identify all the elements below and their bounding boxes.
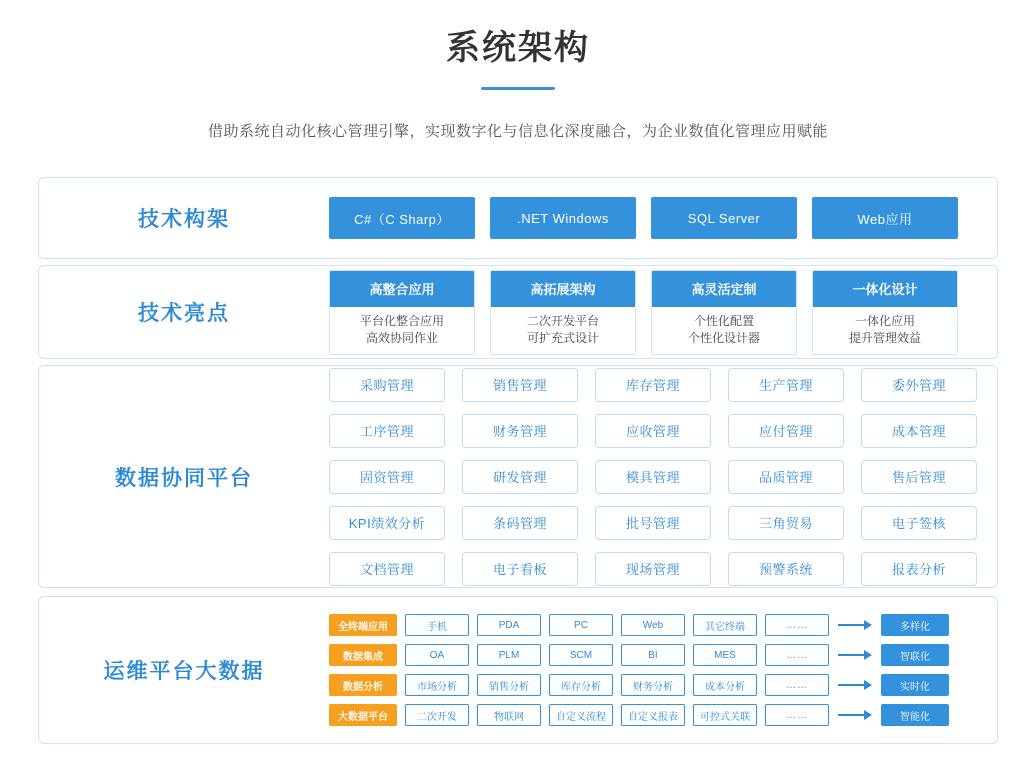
- module-chip[interactable]: 应付管理: [728, 414, 844, 448]
- ops-cell[interactable]: 其它终端: [693, 614, 757, 636]
- ops-cell[interactable]: 市场分析: [405, 674, 469, 696]
- module-chip[interactable]: 库存管理: [595, 368, 711, 402]
- highlight-card-line: 二次开发平台: [526, 313, 599, 328]
- ops-cell[interactable]: PLM: [477, 644, 541, 666]
- section-tech-framework: [38, 177, 998, 259]
- highlight-card[interactable]: [329, 270, 475, 355]
- ops-row: [329, 614, 973, 636]
- ops-row-lead[interactable]: 数据分析: [329, 674, 397, 696]
- title-underline: [481, 87, 555, 90]
- section-tech-highlights-body: [329, 270, 997, 355]
- ops-cell-ellipsis: ……: [765, 644, 829, 666]
- tech-chip[interactable]: Web应用: [812, 197, 958, 239]
- highlight-card-title: 高拓展架构: [491, 271, 635, 307]
- ops-cell[interactable]: 物联网: [477, 704, 541, 726]
- ops-cell[interactable]: OA: [405, 644, 469, 666]
- module-chip[interactable]: 工序管理: [329, 414, 445, 448]
- module-chip[interactable]: 电子签核: [861, 506, 977, 540]
- ops-row-output[interactable]: 智能化: [881, 704, 949, 726]
- module-chip[interactable]: 三角贸易: [728, 506, 844, 540]
- module-chip[interactable]: 销售管理: [462, 368, 578, 402]
- module-chip[interactable]: 成本管理: [861, 414, 977, 448]
- highlight-card-line: 个性化设计器: [687, 330, 760, 345]
- page-title: 系统架构: [446, 29, 590, 67]
- module-chip[interactable]: 报表分析: [861, 552, 977, 586]
- ops-row-output[interactable]: 多样化: [881, 614, 949, 636]
- highlight-card-line: 可扩充式设计: [526, 330, 599, 345]
- section-tech-framework-body: [329, 197, 997, 239]
- module-chip[interactable]: 采购管理: [329, 368, 445, 402]
- module-chip[interactable]: 品质管理: [728, 460, 844, 494]
- ops-cell[interactable]: PC: [549, 614, 613, 636]
- module-chip[interactable]: 文档管理: [329, 552, 445, 586]
- ops-cell[interactable]: 自定义流程: [549, 704, 613, 726]
- section-tech-framework-label: 技术构架: [138, 208, 230, 231]
- module-chip[interactable]: 模具管理: [595, 460, 711, 494]
- module-chip[interactable]: 预警系统: [728, 552, 844, 586]
- ops-cell-ellipsis: ……: [765, 614, 829, 636]
- ops-cell[interactable]: 自定义报表: [621, 704, 685, 726]
- module-chip[interactable]: 条码管理: [462, 506, 578, 540]
- arrow-right-icon: [837, 619, 873, 631]
- section-data-platform-label: 数据协同平台: [115, 466, 253, 490]
- ops-cell[interactable]: 二次开发: [405, 704, 469, 726]
- highlight-card[interactable]: [490, 270, 636, 355]
- highlight-card-line: 平台化整合应用: [359, 313, 444, 328]
- module-chip[interactable]: 现场管理: [595, 552, 711, 586]
- module-chip[interactable]: 生产管理: [728, 368, 844, 402]
- ops-cell[interactable]: 销售分析: [477, 674, 541, 696]
- highlight-card-line: 高效协同作业: [365, 330, 438, 345]
- module-chip[interactable]: 财务管理: [462, 414, 578, 448]
- section-ops-bigdata-label: 运维平台大数据: [103, 660, 265, 683]
- module-chip[interactable]: 应收管理: [595, 414, 711, 448]
- ops-row-output[interactable]: 实时化: [881, 674, 949, 696]
- ops-row-lead[interactable]: 全终端应用: [329, 614, 397, 636]
- ops-cell[interactable]: SCM: [549, 644, 613, 666]
- highlight-card[interactable]: [812, 270, 958, 355]
- highlight-card-line: 一体化应用: [854, 313, 915, 328]
- module-chip[interactable]: 研发管理: [462, 460, 578, 494]
- ops-cell[interactable]: 手机: [405, 614, 469, 636]
- highlight-card-title: 高整合应用: [330, 271, 474, 307]
- highlight-card-title: 高灵活定制: [652, 271, 796, 307]
- section-data-platform-body: [329, 354, 1001, 600]
- arrow-right-icon: [837, 709, 873, 721]
- ops-cell[interactable]: 可控式关联: [693, 704, 757, 726]
- ops-row: [329, 644, 973, 666]
- module-chip[interactable]: 批号管理: [595, 506, 711, 540]
- ops-cell[interactable]: BI: [621, 644, 685, 666]
- ops-cell[interactable]: Web: [621, 614, 685, 636]
- ops-row-lead[interactable]: 数据集成: [329, 644, 397, 666]
- tech-chip[interactable]: C#（C Sharp）: [329, 197, 475, 239]
- section-ops-bigdata-body: [329, 604, 997, 736]
- module-chip[interactable]: 电子看板: [462, 552, 578, 586]
- highlight-card-line: 提升管理效益: [848, 330, 921, 345]
- ops-cell[interactable]: MES: [693, 644, 757, 666]
- arrow-right-icon: [837, 649, 873, 661]
- ops-cell[interactable]: 财务分析: [621, 674, 685, 696]
- highlight-card-line: 个性化配置: [693, 313, 754, 328]
- module-chip[interactable]: 售后管理: [861, 460, 977, 494]
- arrow-right-icon: [837, 679, 873, 691]
- ops-row: [329, 674, 973, 696]
- highlight-card[interactable]: [651, 270, 797, 355]
- page-subtitle: 借助系统自动化核心管理引擎，实现数字化与信息化深度融合，为企业数值化管理应用赋能: [207, 123, 828, 140]
- section-data-platform: [38, 365, 998, 588]
- tech-chip[interactable]: SQL Server: [651, 197, 797, 239]
- module-chip[interactable]: 固资管理: [329, 460, 445, 494]
- ops-row-lead[interactable]: 大数据平台: [329, 704, 397, 726]
- module-chip[interactable]: KPI绩效分析: [329, 506, 445, 540]
- ops-cell-ellipsis: ……: [765, 674, 829, 696]
- section-tech-highlights-label: 技术亮点: [138, 302, 230, 325]
- highlight-card-title: 一体化设计: [813, 271, 957, 307]
- ops-cell[interactable]: 成本分析: [693, 674, 757, 696]
- ops-cell[interactable]: 库存分析: [549, 674, 613, 696]
- ops-cell-ellipsis: ……: [765, 704, 829, 726]
- ops-cell[interactable]: PDA: [477, 614, 541, 636]
- module-chip[interactable]: 委外管理: [861, 368, 977, 402]
- section-ops-bigdata: [38, 596, 998, 744]
- ops-row: [329, 704, 973, 726]
- tech-chip[interactable]: .NET Windows: [490, 197, 636, 239]
- ops-row-output[interactable]: 智联化: [881, 644, 949, 666]
- section-tech-highlights: [38, 265, 998, 359]
